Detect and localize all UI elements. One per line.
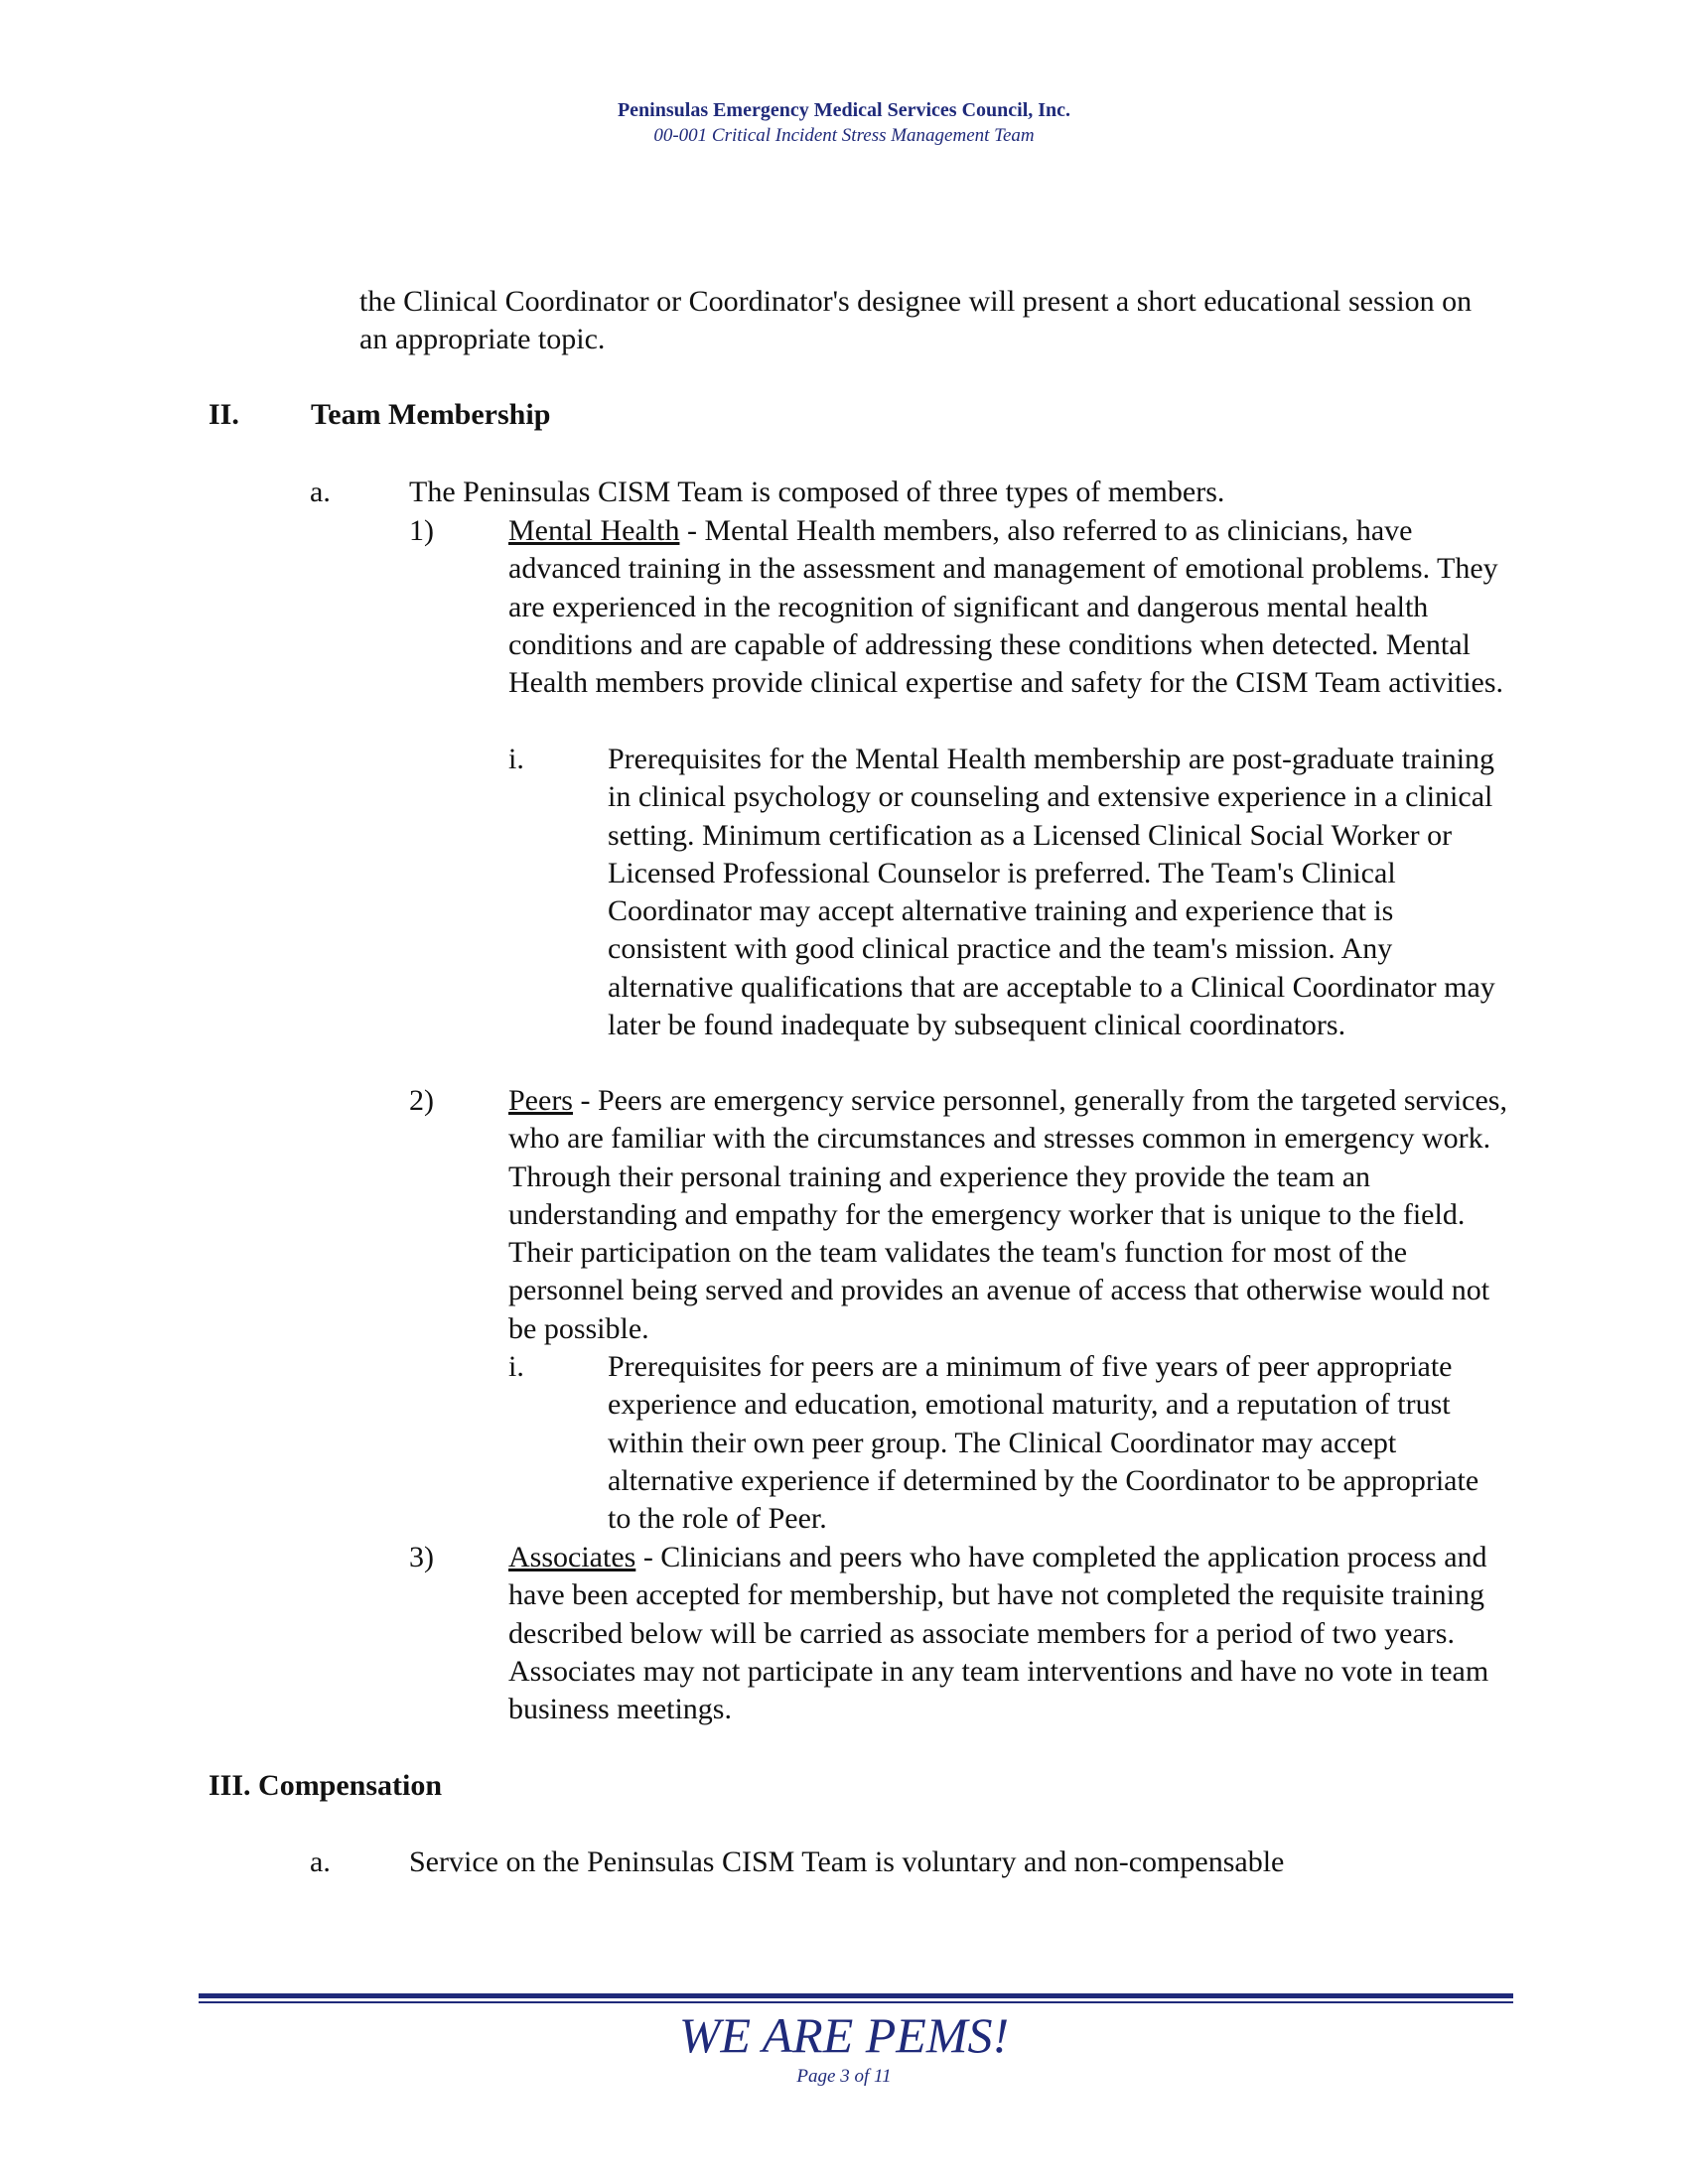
member-term: Peers <box>508 1084 573 1117</box>
prerequisites-text: Prerequisites for the Mental Health membership are post-graduate training in clinical psychology or counseling and extensive experience in a clinical setting. Minimum certification as a Licensed Clinical Social Worker or Licensed Professional Counselor is preferred. The Team's Clinical Coordinator may accept alternative training and experience that is consistent with good clinical practice and the team's mission. Any alternative qualifications that are acceptable to a Clinical Coordinator may later be found inadequate by subsequent clinical coordinators. <box>608 743 1495 1042</box>
section-heading-team-membership <box>209 396 904 434</box>
item-text: The Peninsulas CISM Team is composed of three types of members. <box>409 476 1225 508</box>
item-marker: 2) <box>409 1084 434 1117</box>
continuation-paragraph <box>359 283 1501 359</box>
footer-divider-thin <box>199 2001 1513 2003</box>
item-marker: a. <box>310 1845 331 1878</box>
item-marker: 3) <box>409 1541 434 1573</box>
document-title: 00-001 Critical Incident Stress Management Team <box>653 125 1035 146</box>
member-text: - Mental Health members, also referred to as clinicians, have advanced training in the assessment and management of emotional problems. They are experienced in the recognition of significant and dangerous mental health conditions and are capable of addressing these conditions when detected. Mental Health members provide clinical expertise and safety for the CISM Team activities. <box>508 514 1504 700</box>
member-term: Mental Health <box>508 514 680 547</box>
page-header <box>0 97 1688 149</box>
item-marker: i. <box>508 743 524 775</box>
member-description <box>508 1082 1511 1348</box>
item-marker: a. <box>310 476 331 508</box>
member-description <box>508 512 1511 702</box>
item-marker: i. <box>508 1350 524 1383</box>
member-text: - Clinicians and peers who have completed the application process and have been accepted for membership, but have not completed the requisite training described below will be carried as associate members for a period of two years. Associates may not participate in any team interventions and have no vote in team business meetings. <box>508 1541 1489 1726</box>
member-description <box>508 1539 1511 1728</box>
member-term: Associates <box>508 1541 636 1573</box>
section-title: III. Compensation <box>209 1769 443 1802</box>
organization-name: Peninsulas Emergency Medical Services Council, Inc. <box>617 99 1071 121</box>
item-marker: 1) <box>409 514 434 547</box>
section-heading-compensation <box>209 1767 904 1805</box>
prerequisites-text: Prerequisites for peers are a minimum of five years of peer appropriate experience and education, emotional maturity, and a reputation of trust within their own peer group. The Clinical Coordinator may accept alternative experience if determined by the Coordinator to be appropriate to the role of Peer. <box>608 1350 1479 1536</box>
section-title: Team Membership <box>311 398 551 431</box>
footer-slogan: WE ARE PEMS! <box>678 2007 1010 2063</box>
footer-divider <box>199 1993 1513 1998</box>
item-text: Service on the Peninsulas CISM Team is voluntary and non-compensable <box>409 1845 1285 1878</box>
section-number: II. <box>209 398 239 431</box>
page-number: Page 3 of 11 <box>796 2066 892 2087</box>
continuation-text: the Clinical Coordinator or Coordinator's designee will present a short educational session on an appropriate topic. <box>359 285 1473 356</box>
member-text: - Peers are emergency service personnel, generally from the targeted services, who are familiar with the circumstances and stresses common in emergency work. Through their personal training and experience they provide the team an understanding and empathy for the emergency worker that is unique to the field. Their participation on the team validates the team's function for most of the personnel being served and provides an avenue of access that otherwise would not be possible. <box>508 1084 1507 1345</box>
